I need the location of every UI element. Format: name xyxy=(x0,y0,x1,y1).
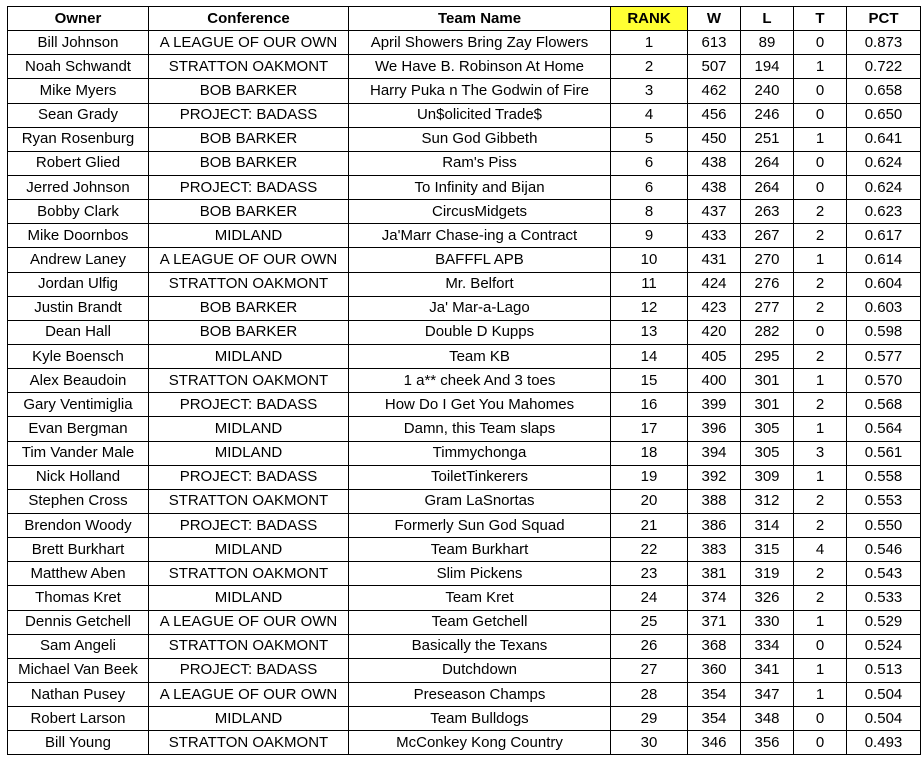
rank-cell[interactable]: 8 xyxy=(611,200,688,224)
column-header-conference[interactable]: Conference xyxy=(149,7,349,31)
ties-cell[interactable]: 1 xyxy=(794,248,847,272)
losses-cell[interactable]: 305 xyxy=(741,441,794,465)
owner-cell[interactable]: Mike Doornbos xyxy=(8,224,149,248)
team-name-cell[interactable]: Damn, this Team slaps xyxy=(349,417,611,441)
ties-cell[interactable]: 2 xyxy=(794,344,847,368)
pct-cell[interactable]: 0.553 xyxy=(847,489,921,513)
team-name-cell[interactable]: Sun God Gibbeth xyxy=(349,127,611,151)
owner-cell[interactable]: Robert Larson xyxy=(8,707,149,731)
owner-cell[interactable]: Ryan Rosenburg xyxy=(8,127,149,151)
team-name-cell[interactable]: CircusMidgets xyxy=(349,200,611,224)
pct-cell[interactable]: 0.504 xyxy=(847,682,921,706)
ties-cell[interactable]: 1 xyxy=(794,369,847,393)
conference-cell[interactable]: A LEAGUE OF OUR OWN xyxy=(149,682,349,706)
wins-cell[interactable]: 371 xyxy=(688,610,741,634)
losses-cell[interactable]: 315 xyxy=(741,538,794,562)
rank-cell[interactable]: 24 xyxy=(611,586,688,610)
pct-cell[interactable]: 0.623 xyxy=(847,200,921,224)
conference-cell[interactable]: BOB BARKER xyxy=(149,79,349,103)
table-row xyxy=(8,224,921,248)
losses-cell[interactable]: 270 xyxy=(741,248,794,272)
ties-cell[interactable]: 4 xyxy=(794,538,847,562)
losses-cell[interactable]: 267 xyxy=(741,224,794,248)
owner-cell[interactable]: Brett Burkhart xyxy=(8,538,149,562)
pct-cell[interactable]: 0.603 xyxy=(847,296,921,320)
ties-cell[interactable]: 0 xyxy=(794,151,847,175)
rank-cell[interactable]: 3 xyxy=(611,79,688,103)
table-row xyxy=(8,151,921,175)
losses-cell[interactable]: 341 xyxy=(741,658,794,682)
conference-cell[interactable]: PROJECT: BADASS xyxy=(149,465,349,489)
losses-cell[interactable]: 246 xyxy=(741,103,794,127)
ties-cell[interactable]: 0 xyxy=(794,320,847,344)
ties-cell[interactable]: 0 xyxy=(794,175,847,199)
pct-cell[interactable]: 0.604 xyxy=(847,272,921,296)
ties-cell[interactable]: 1 xyxy=(794,682,847,706)
wins-cell[interactable]: 374 xyxy=(688,586,741,610)
table-row xyxy=(8,320,921,344)
rank-cell[interactable]: 12 xyxy=(611,296,688,320)
standings-table xyxy=(7,6,921,755)
rank-cell[interactable]: 11 xyxy=(611,272,688,296)
losses-cell[interactable]: 356 xyxy=(741,731,794,755)
team-name-cell[interactable]: McConkey Kong Country xyxy=(349,731,611,755)
pct-cell[interactable]: 0.550 xyxy=(847,513,921,537)
pct-cell[interactable]: 0.561 xyxy=(847,441,921,465)
column-header-ties[interactable]: T xyxy=(794,7,847,31)
losses-cell[interactable]: 301 xyxy=(741,393,794,417)
owner-cell[interactable]: Justin Brandt xyxy=(8,296,149,320)
conference-cell[interactable]: PROJECT: BADASS xyxy=(149,658,349,682)
column-header-losses[interactable]: L xyxy=(741,7,794,31)
table-row xyxy=(8,296,921,320)
table-row xyxy=(8,417,921,441)
conference-cell[interactable]: PROJECT: BADASS xyxy=(149,103,349,127)
table-row xyxy=(8,175,921,199)
pct-cell[interactable]: 0.504 xyxy=(847,707,921,731)
losses-cell[interactable]: 263 xyxy=(741,200,794,224)
team-name-cell[interactable]: Preseason Champs xyxy=(349,682,611,706)
conference-cell[interactable]: STRATTON OAKMONT xyxy=(149,369,349,393)
rank-cell[interactable]: 10 xyxy=(611,248,688,272)
pct-cell[interactable]: 0.624 xyxy=(847,151,921,175)
ties-cell[interactable]: 0 xyxy=(794,79,847,103)
wins-cell[interactable]: 424 xyxy=(688,272,741,296)
conference-cell[interactable]: PROJECT: BADASS xyxy=(149,513,349,537)
pct-cell[interactable]: 0.543 xyxy=(847,562,921,586)
wins-cell[interactable]: 346 xyxy=(688,731,741,755)
pct-cell[interactable]: 0.722 xyxy=(847,55,921,79)
team-name-cell[interactable]: Timmychonga xyxy=(349,441,611,465)
wins-cell[interactable]: 396 xyxy=(688,417,741,441)
rank-cell[interactable]: 25 xyxy=(611,610,688,634)
conference-cell[interactable]: BOB BARKER xyxy=(149,320,349,344)
table-row xyxy=(8,586,921,610)
conference-cell[interactable]: PROJECT: BADASS xyxy=(149,393,349,417)
owner-cell[interactable]: Noah Schwandt xyxy=(8,55,149,79)
losses-cell[interactable]: 264 xyxy=(741,151,794,175)
wins-cell[interactable]: 613 xyxy=(688,31,741,55)
team-name-cell[interactable]: Team Kret xyxy=(349,586,611,610)
wins-cell[interactable]: 360 xyxy=(688,658,741,682)
team-name-cell[interactable]: Team Burkhart xyxy=(349,538,611,562)
conference-cell[interactable]: BOB BARKER xyxy=(149,127,349,151)
wins-cell[interactable]: 405 xyxy=(688,344,741,368)
owner-cell[interactable]: Tim Vander Male xyxy=(8,441,149,465)
ties-cell[interactable]: 1 xyxy=(794,658,847,682)
rank-cell[interactable]: 13 xyxy=(611,320,688,344)
pct-cell[interactable]: 0.568 xyxy=(847,393,921,417)
rank-cell[interactable]: 30 xyxy=(611,731,688,755)
pct-cell[interactable]: 0.873 xyxy=(847,31,921,55)
ties-cell[interactable]: 3 xyxy=(794,441,847,465)
team-name-cell[interactable]: How Do I Get You Mahomes xyxy=(349,393,611,417)
owner-cell[interactable]: Alex Beaudoin xyxy=(8,369,149,393)
ties-cell[interactable]: 2 xyxy=(794,393,847,417)
ties-cell[interactable]: 2 xyxy=(794,562,847,586)
rank-cell[interactable]: 18 xyxy=(611,441,688,465)
team-name-cell[interactable]: BAFFFL APB xyxy=(349,248,611,272)
team-name-cell[interactable]: ToiletTinkerers xyxy=(349,465,611,489)
column-header-owner[interactable]: Owner xyxy=(8,7,149,31)
team-name-cell[interactable]: We Have B. Robinson At Home xyxy=(349,55,611,79)
rank-cell[interactable]: 26 xyxy=(611,634,688,658)
table-row xyxy=(8,248,921,272)
table-row xyxy=(8,489,921,513)
conference-cell[interactable]: A LEAGUE OF OUR OWN xyxy=(149,248,349,272)
table-row xyxy=(8,465,921,489)
losses-cell[interactable]: 334 xyxy=(741,634,794,658)
rank-cell[interactable]: 28 xyxy=(611,682,688,706)
pct-cell[interactable]: 0.524 xyxy=(847,634,921,658)
owner-cell[interactable]: Kyle Boensch xyxy=(8,344,149,368)
table-row xyxy=(8,634,921,658)
rank-cell[interactable]: 20 xyxy=(611,489,688,513)
owner-cell[interactable]: Brendon Woody xyxy=(8,513,149,537)
wins-cell[interactable]: 354 xyxy=(688,707,741,731)
pct-cell[interactable]: 0.614 xyxy=(847,248,921,272)
rank-cell[interactable]: 15 xyxy=(611,369,688,393)
conference-cell[interactable]: PROJECT: BADASS xyxy=(149,175,349,199)
owner-cell[interactable]: Andrew Laney xyxy=(8,248,149,272)
owner-cell[interactable]: Michael Van Beek xyxy=(8,658,149,682)
rank-cell[interactable]: 5 xyxy=(611,127,688,151)
rank-cell[interactable]: 21 xyxy=(611,513,688,537)
ties-cell[interactable]: 2 xyxy=(794,272,847,296)
rank-cell[interactable]: 29 xyxy=(611,707,688,731)
pct-cell[interactable]: 0.641 xyxy=(847,127,921,151)
owner-cell[interactable]: Bill Young xyxy=(8,731,149,755)
team-name-cell[interactable]: Dutchdown xyxy=(349,658,611,682)
ties-cell[interactable]: 2 xyxy=(794,296,847,320)
losses-cell[interactable]: 282 xyxy=(741,320,794,344)
owner-cell[interactable]: Jerred Johnson xyxy=(8,175,149,199)
conference-cell[interactable]: A LEAGUE OF OUR OWN xyxy=(149,610,349,634)
table-row xyxy=(8,369,921,393)
losses-cell[interactable]: 309 xyxy=(741,465,794,489)
losses-cell[interactable]: 305 xyxy=(741,417,794,441)
rank-cell[interactable]: 14 xyxy=(611,344,688,368)
losses-cell[interactable]: 89 xyxy=(741,31,794,55)
ties-cell[interactable]: 0 xyxy=(794,707,847,731)
rank-cell[interactable]: 9 xyxy=(611,224,688,248)
owner-cell[interactable]: Nick Holland xyxy=(8,465,149,489)
table-row xyxy=(8,272,921,296)
table-row xyxy=(8,79,921,103)
column-header-rank[interactable]: RANK xyxy=(611,7,688,31)
conference-cell[interactable]: A LEAGUE OF OUR OWN xyxy=(149,31,349,55)
wins-cell[interactable]: 388 xyxy=(688,489,741,513)
losses-cell[interactable]: 295 xyxy=(741,344,794,368)
rank-cell[interactable]: 2 xyxy=(611,55,688,79)
pct-cell[interactable]: 0.564 xyxy=(847,417,921,441)
wins-cell[interactable]: 381 xyxy=(688,562,741,586)
losses-cell[interactable]: 276 xyxy=(741,272,794,296)
wins-cell[interactable]: 507 xyxy=(688,55,741,79)
team-name-cell[interactable]: Team Getchell xyxy=(349,610,611,634)
pct-cell[interactable]: 0.546 xyxy=(847,538,921,562)
team-name-cell[interactable]: April Showers Bring Zay Flowers xyxy=(349,31,611,55)
team-name-cell[interactable]: 1 a** cheek And 3 toes xyxy=(349,369,611,393)
ties-cell[interactable]: 2 xyxy=(794,586,847,610)
ties-cell[interactable]: 1 xyxy=(794,610,847,634)
team-name-cell[interactable]: Formerly Sun God Squad xyxy=(349,513,611,537)
losses-cell[interactable]: 326 xyxy=(741,586,794,610)
owner-cell[interactable]: Gary Ventimiglia xyxy=(8,393,149,417)
team-name-cell[interactable]: Ja'Marr Chase-ing a Contract xyxy=(349,224,611,248)
pct-cell[interactable]: 0.493 xyxy=(847,731,921,755)
owner-cell[interactable]: Evan Bergman xyxy=(8,417,149,441)
conference-cell[interactable]: MIDLAND xyxy=(149,707,349,731)
owner-cell[interactable]: Bobby Clark xyxy=(8,200,149,224)
rank-cell[interactable]: 27 xyxy=(611,658,688,682)
owner-cell[interactable]: Dennis Getchell xyxy=(8,610,149,634)
owner-cell[interactable]: Thomas Kret xyxy=(8,586,149,610)
conference-cell[interactable]: STRATTON OAKMONT xyxy=(149,562,349,586)
table-row xyxy=(8,513,921,537)
team-name-cell[interactable]: Gram LaSnortas xyxy=(349,489,611,513)
team-name-cell[interactable]: Mr. Belfort xyxy=(349,272,611,296)
conference-cell[interactable]: STRATTON OAKMONT xyxy=(149,731,349,755)
conference-cell[interactable]: STRATTON OAKMONT xyxy=(149,489,349,513)
wins-cell[interactable]: 368 xyxy=(688,634,741,658)
table-row xyxy=(8,562,921,586)
owner-cell[interactable]: Mike Myers xyxy=(8,79,149,103)
conference-cell[interactable]: MIDLAND xyxy=(149,538,349,562)
rank-cell[interactable]: 17 xyxy=(611,417,688,441)
losses-cell[interactable]: 319 xyxy=(741,562,794,586)
team-name-cell[interactable]: Team KB xyxy=(349,344,611,368)
ties-cell[interactable]: 2 xyxy=(794,200,847,224)
conference-cell[interactable]: BOB BARKER xyxy=(149,296,349,320)
losses-cell[interactable]: 347 xyxy=(741,682,794,706)
table-row xyxy=(8,31,921,55)
losses-cell[interactable]: 264 xyxy=(741,175,794,199)
losses-cell[interactable]: 314 xyxy=(741,513,794,537)
conference-cell[interactable]: MIDLAND xyxy=(149,586,349,610)
table-row xyxy=(8,682,921,706)
conference-cell[interactable]: BOB BARKER xyxy=(149,200,349,224)
owner-cell[interactable]: Robert Glied xyxy=(8,151,149,175)
table-row xyxy=(8,731,921,755)
table-row xyxy=(8,55,921,79)
pct-cell[interactable]: 0.533 xyxy=(847,586,921,610)
conference-cell[interactable]: MIDLAND xyxy=(149,417,349,441)
pct-cell[interactable]: 0.529 xyxy=(847,610,921,634)
wins-cell[interactable]: 438 xyxy=(688,175,741,199)
wins-cell[interactable]: 450 xyxy=(688,127,741,151)
pct-cell[interactable]: 0.598 xyxy=(847,320,921,344)
rank-cell[interactable]: 6 xyxy=(611,175,688,199)
table-row xyxy=(8,344,921,368)
table-row xyxy=(8,127,921,151)
wins-cell[interactable]: 462 xyxy=(688,79,741,103)
team-name-cell[interactable]: Ram's Piss xyxy=(349,151,611,175)
pct-cell[interactable]: 0.650 xyxy=(847,103,921,127)
pct-cell[interactable]: 0.570 xyxy=(847,369,921,393)
ties-cell[interactable]: 1 xyxy=(794,127,847,151)
wins-cell[interactable]: 431 xyxy=(688,248,741,272)
wins-cell[interactable]: 420 xyxy=(688,320,741,344)
ties-cell[interactable]: 2 xyxy=(794,224,847,248)
losses-cell[interactable]: 312 xyxy=(741,489,794,513)
ties-cell[interactable]: 1 xyxy=(794,417,847,441)
conference-cell[interactable]: STRATTON OAKMONT xyxy=(149,272,349,296)
wins-cell[interactable]: 392 xyxy=(688,465,741,489)
wins-cell[interactable]: 400 xyxy=(688,369,741,393)
wins-cell[interactable]: 433 xyxy=(688,224,741,248)
owner-cell[interactable]: Stephen Cross xyxy=(8,489,149,513)
ties-cell[interactable]: 2 xyxy=(794,489,847,513)
column-header-pct[interactable]: PCT xyxy=(847,7,921,31)
owner-cell[interactable]: Sean Grady xyxy=(8,103,149,127)
ties-cell[interactable]: 0 xyxy=(794,31,847,55)
ties-cell[interactable]: 0 xyxy=(794,634,847,658)
rank-cell[interactable]: 1 xyxy=(611,31,688,55)
wins-cell[interactable]: 386 xyxy=(688,513,741,537)
wins-cell[interactable]: 438 xyxy=(688,151,741,175)
pct-cell[interactable]: 0.513 xyxy=(847,658,921,682)
header-row xyxy=(8,7,921,31)
conference-cell[interactable]: STRATTON OAKMONT xyxy=(149,634,349,658)
rank-cell[interactable]: 6 xyxy=(611,151,688,175)
ties-cell[interactable]: 1 xyxy=(794,465,847,489)
table-row xyxy=(8,658,921,682)
conference-cell[interactable]: MIDLAND xyxy=(149,441,349,465)
wins-cell[interactable]: 399 xyxy=(688,393,741,417)
owner-cell[interactable]: Dean Hall xyxy=(8,320,149,344)
ties-cell[interactable]: 2 xyxy=(794,513,847,537)
rank-cell[interactable]: 23 xyxy=(611,562,688,586)
team-name-cell[interactable]: To Infinity and Bijan xyxy=(349,175,611,199)
pct-cell[interactable]: 0.617 xyxy=(847,224,921,248)
losses-cell[interactable]: 277 xyxy=(741,296,794,320)
wins-cell[interactable]: 394 xyxy=(688,441,741,465)
pct-cell[interactable]: 0.624 xyxy=(847,175,921,199)
wins-cell[interactable]: 383 xyxy=(688,538,741,562)
table-row xyxy=(8,441,921,465)
standings-body xyxy=(8,31,921,755)
owner-cell[interactable]: Jordan Ulfig xyxy=(8,272,149,296)
pct-cell[interactable]: 0.658 xyxy=(847,79,921,103)
team-name-cell[interactable]: Ja' Mar-a-Lago xyxy=(349,296,611,320)
team-name-cell[interactable]: Harry Puka n The Godwin of Fire xyxy=(349,79,611,103)
losses-cell[interactable]: 251 xyxy=(741,127,794,151)
losses-cell[interactable]: 240 xyxy=(741,79,794,103)
team-name-cell[interactable]: Team Bulldogs xyxy=(349,707,611,731)
pct-cell[interactable]: 0.558 xyxy=(847,465,921,489)
owner-cell[interactable]: Nathan Pusey xyxy=(8,682,149,706)
wins-cell[interactable]: 456 xyxy=(688,103,741,127)
wins-cell[interactable]: 437 xyxy=(688,200,741,224)
rank-cell[interactable]: 4 xyxy=(611,103,688,127)
conference-cell[interactable]: STRATTON OAKMONT xyxy=(149,55,349,79)
ties-cell[interactable]: 1 xyxy=(794,55,847,79)
owner-cell[interactable]: Sam Angeli xyxy=(8,634,149,658)
rank-cell[interactable]: 22 xyxy=(611,538,688,562)
column-header-wins[interactable]: W xyxy=(688,7,741,31)
owner-cell[interactable]: Bill Johnson xyxy=(8,31,149,55)
conference-cell[interactable]: MIDLAND xyxy=(149,224,349,248)
column-header-team-name[interactable]: Team Name xyxy=(349,7,611,31)
conference-cell[interactable]: BOB BARKER xyxy=(149,151,349,175)
table-row xyxy=(8,538,921,562)
owner-cell[interactable]: Matthew Aben xyxy=(8,562,149,586)
table-row xyxy=(8,707,921,731)
table-row xyxy=(8,200,921,224)
wins-cell[interactable]: 423 xyxy=(688,296,741,320)
team-name-cell[interactable]: Un$olicited Trade$ xyxy=(349,103,611,127)
team-name-cell[interactable]: Basically the Texans xyxy=(349,634,611,658)
team-name-cell[interactable]: Double D Kupps xyxy=(349,320,611,344)
losses-cell[interactable]: 330 xyxy=(741,610,794,634)
losses-cell[interactable]: 194 xyxy=(741,55,794,79)
rank-cell[interactable]: 16 xyxy=(611,393,688,417)
pct-cell[interactable]: 0.577 xyxy=(847,344,921,368)
conference-cell[interactable]: MIDLAND xyxy=(149,344,349,368)
wins-cell[interactable]: 354 xyxy=(688,682,741,706)
ties-cell[interactable]: 0 xyxy=(794,731,847,755)
rank-cell[interactable]: 19 xyxy=(611,465,688,489)
losses-cell[interactable]: 348 xyxy=(741,707,794,731)
table-row xyxy=(8,610,921,634)
table-row xyxy=(8,103,921,127)
ties-cell[interactable]: 0 xyxy=(794,103,847,127)
team-name-cell[interactable]: Slim Pickens xyxy=(349,562,611,586)
losses-cell[interactable]: 301 xyxy=(741,369,794,393)
table-row xyxy=(8,393,921,417)
